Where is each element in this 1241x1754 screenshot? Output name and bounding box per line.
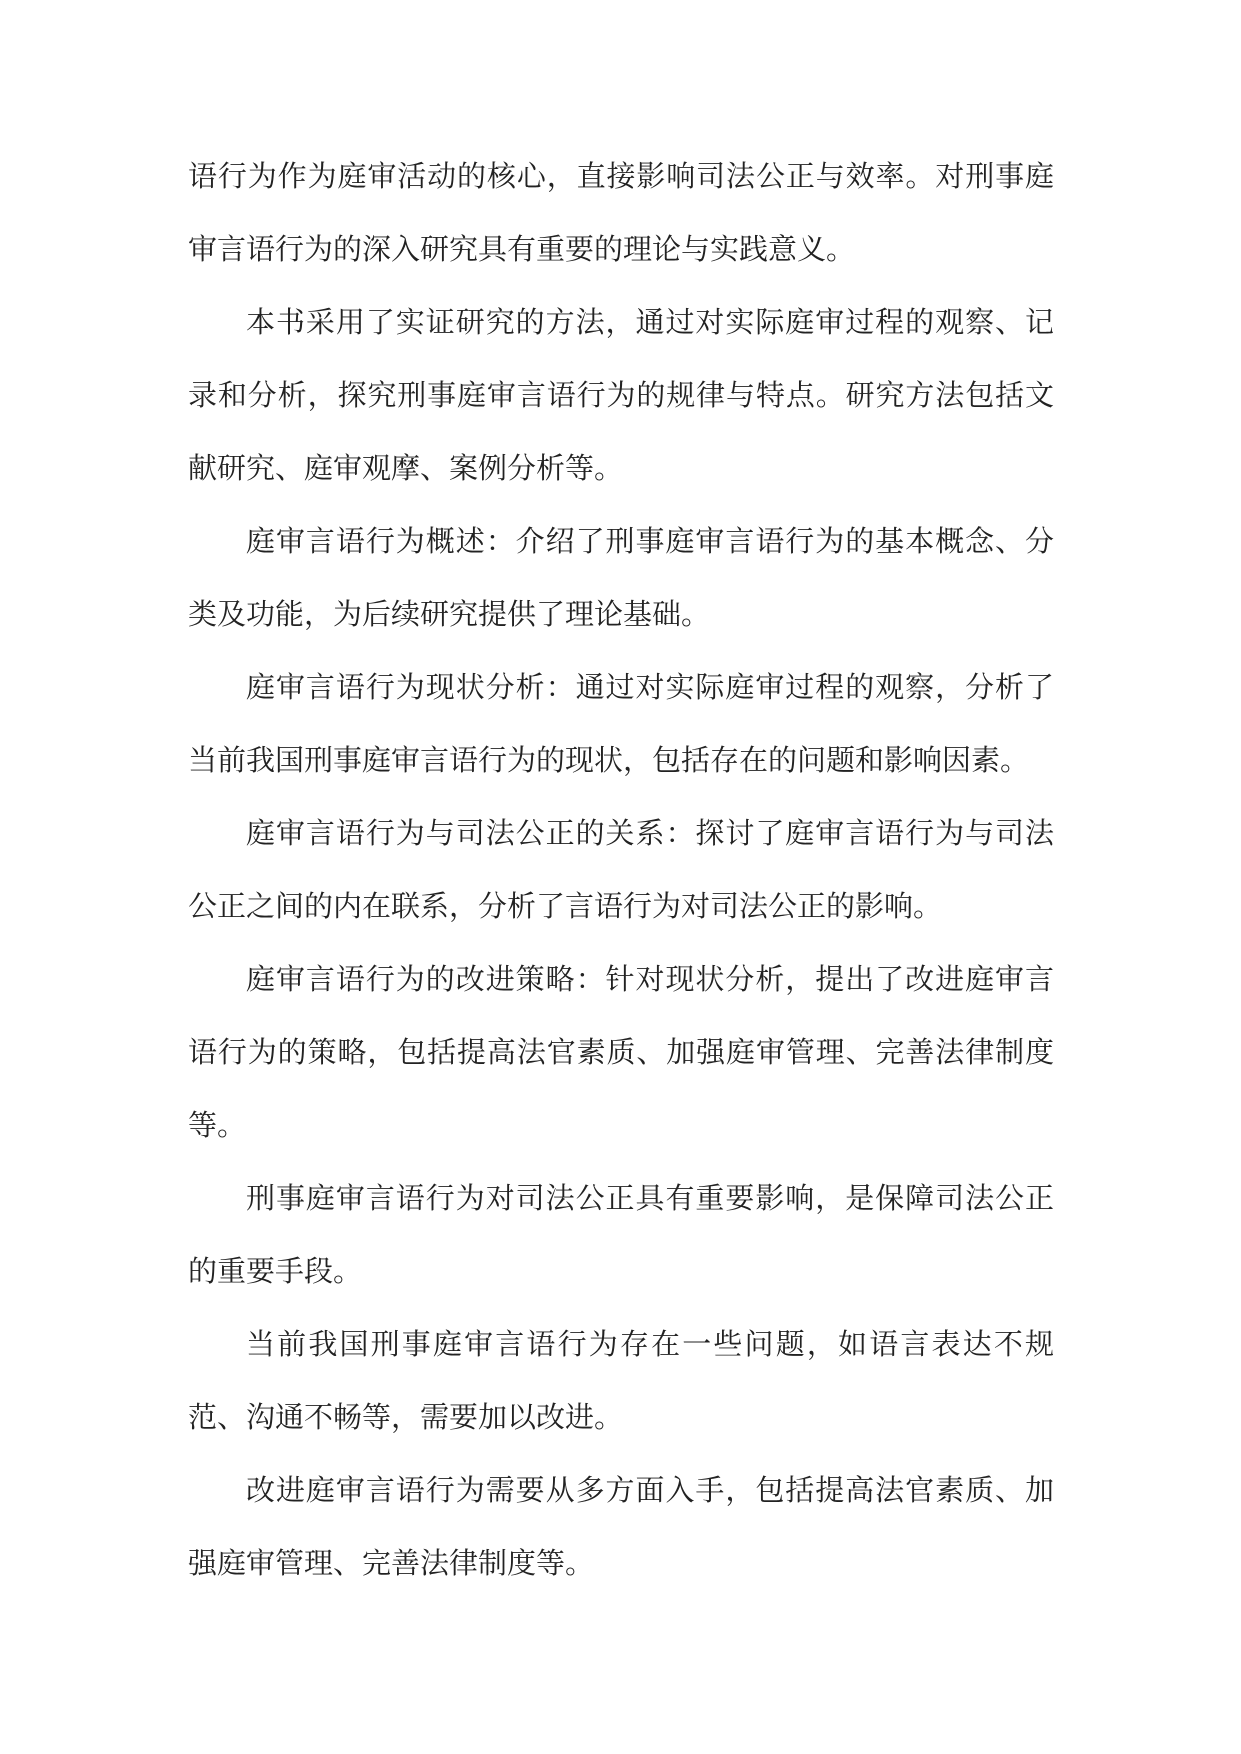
body-text (188, 140, 1054, 1600)
paragraph-status-analysis: 庭审言语行为现状分析：通过对实际庭审过程的观察，分析了当前我国刑事庭审言语行为的现状，包括存在的问题和影响因素。 (188, 670, 1054, 777)
paragraph-conclusion-improvement: 改进庭审言语行为需要从多方面入手，包括提高法官素质、加强庭审管理、完善法律制度等。 (188, 1473, 1054, 1580)
paragraph-conclusion-problems: 当前我国刑事庭审言语行为存在一些问题，如语言表达不规范、沟通不畅等，需要加以改进。 (188, 1327, 1054, 1434)
paragraph-conclusion-importance: 刑事庭审言语行为对司法公正具有重要影响，是保障司法公正的重要手段。 (188, 1181, 1054, 1288)
paragraph-research-method: 本书采用了实证研究的方法，通过对实际庭审过程的观察、记录和分析，探究刑事庭审言语行为的规律与特点。研究方法包括文献研究、庭审观摩、案例分析等。 (188, 305, 1054, 485)
paragraph-improvement-strategy: 庭审言语行为的改进策略：针对现状分析，提出了改进庭审言语行为的策略，包括提高法官素质、加强庭审管理、完善法律制度等。 (188, 962, 1054, 1142)
paragraph-justice-relation: 庭审言语行为与司法公正的关系：探讨了庭审言语行为与司法公正之间的内在联系，分析了言语行为对司法公正的影响。 (188, 816, 1054, 923)
paragraph-continuation: 语行为作为庭审活动的核心，直接影响司法公正与效率。对刑事庭审言语行为的深入研究具有重要的理论与实践意义。 (188, 159, 1054, 266)
paragraph-overview: 庭审言语行为概述：介绍了刑事庭审言语行为的基本概念、分类及功能，为后续研究提供了理论基础。 (188, 524, 1054, 631)
